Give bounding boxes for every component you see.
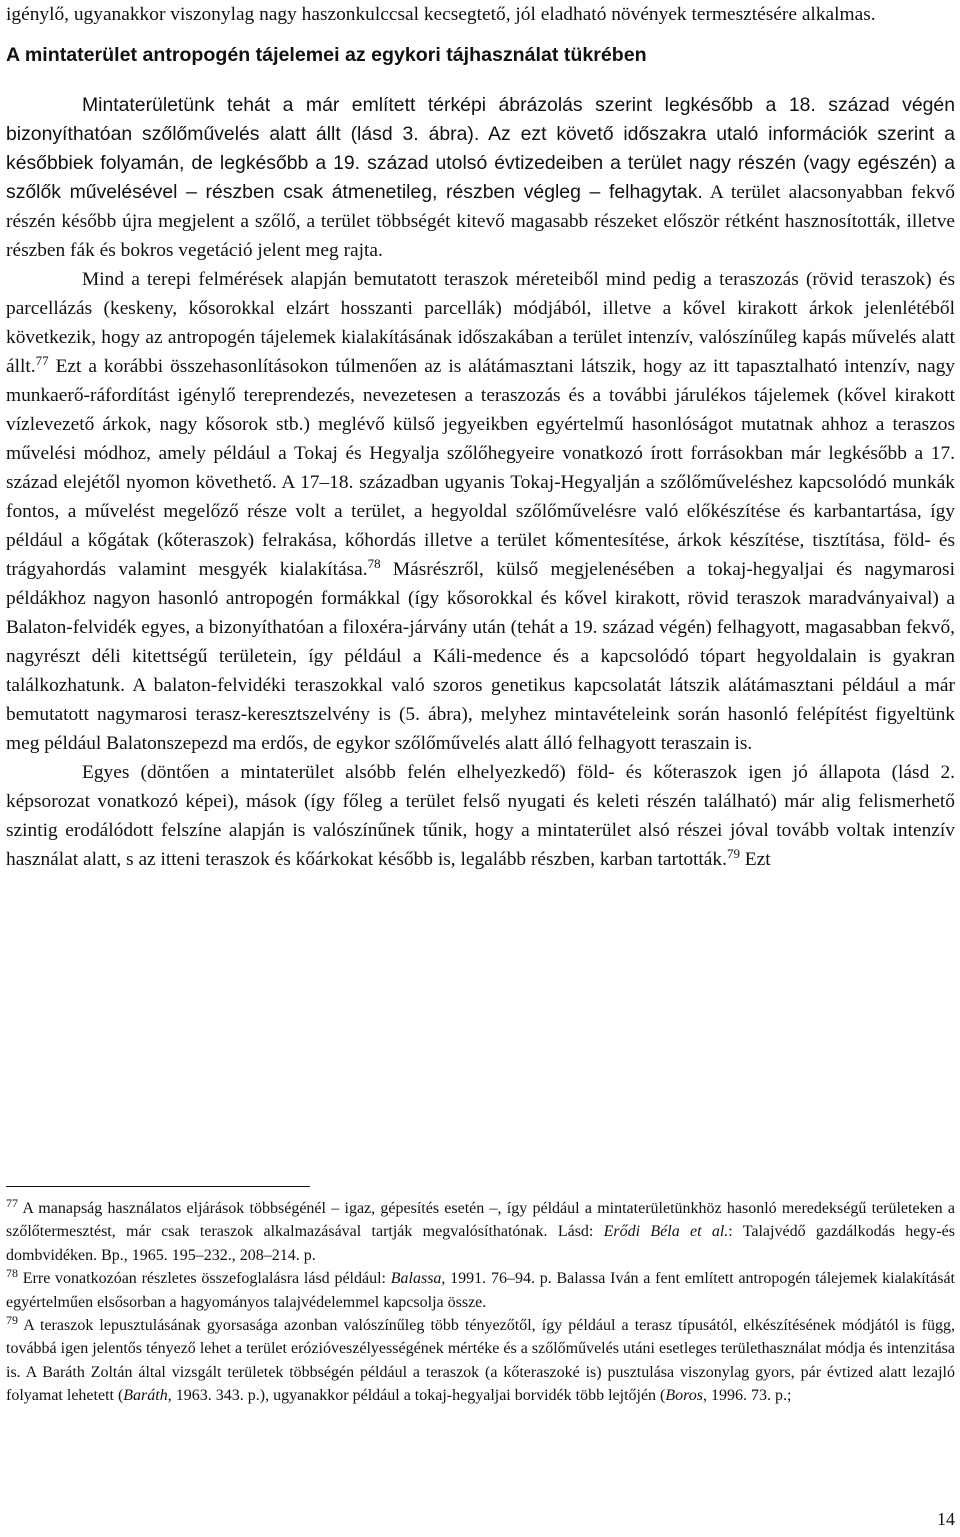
footnote-author: Baráth [123, 1387, 168, 1405]
paragraph-2-text-a: Mind a terepi felmérések alapján bemutatott teraszok méreteiből mind pedig a teraszozás (rövid teraszok) és parcellázás (keskeny, kősorokkal elzárt hosszanti parcellák) módjából, illetve a kővel kirakott árkok jelenlétéből következik, hogy az antropogén tájelemek kialakításának időszakában a terület intenzív, valószínűleg kapás művelés alatt állt. [6, 269, 955, 377]
paragraph-3 [6, 758, 955, 874]
paragraph-text: igénylő, ugyanakkor viszonylag nagy haszonkulccsal kecsegtető, jól eladható növények termesztésére alkalmas. [6, 4, 876, 25]
section-heading: A mintaterület antropogén tájelemei az egykori tájhasználat tükrében [6, 44, 647, 66]
footnote-number: 79 [6, 1313, 18, 1328]
page-number: 14 [937, 1509, 955, 1529]
footnote-79 [6, 1314, 955, 1408]
paragraph-3-text-b: Ezt [739, 849, 771, 870]
paragraph-2-text-b: Ezt a korábbi összehasonlításokon túlmenően az is alátámasztani látszik, hogy az itt tapasztalható intenzív, nagy munkaerő-ráfordítást igénylő tereprendezés, nevezetesen a teraszozás és a további járulékos tájelemek (kővel kirakott vízlevezető árkok, nagy kősorok stb.) meglévő külső jegyeikben egyértelmű hasonlóságot mutatnak ahhoz a teraszos művelési módhoz, amely például a Tokaj és Hegyalja szőlőhegyeire vonatkozó írott forrásokban már legkésőbb a 17. század elejétől nyomon követhető. A 17–18. században ugyanis Tokaj-Hegyalján a szőlőműveléshez kapcsolódó munkák fontos, a művelést megelőző része volt a terület, a hegyoldal szőlőművelésre való előkészítése és karbantartása, így például a kőgátak (kőteraszok) felrakása, kőhordás illetve a terület kőmentesítése, árkok készítése, tisztítása, föld- és trágyahordás valamint mesgyék kialakítása. [6, 356, 955, 580]
footnote-ref-78[interactable]: 78 [367, 556, 381, 571]
footnote-ref-79[interactable]: 79 [726, 846, 740, 861]
footnote-ref-77[interactable]: 77 [35, 353, 49, 368]
paragraph-3-text-a: Egyes (döntően a mintaterület alsóbb felén elhelyezkedő) föld- és kőteraszok igen jó állapota (lásd 2. képsorozat vonatkozó képei), mások (így főleg a terület felső nyugati és keleti részén található) már alig felismerhető szintig erodálódott felszíne alapján is valószínűnek tűnik, hogy a mintaterület alsó részei jóval tovább voltak intenzív használat alatt, s az itteni teraszok és kőárkokat később is, legalább részben, karban tartották. [6, 762, 955, 870]
footnote-author: Balassa [390, 1270, 442, 1288]
paragraph-1-sentence-2: Az ezt követő időszakra utaló információk szerint a későbbiek folyamán, de legkésőbb a 19. [6, 123, 955, 174]
footnote-text: , 1996. 73. p.; [703, 1387, 792, 1405]
footnote-author: Boros [665, 1387, 704, 1405]
paragraph-2 [6, 265, 955, 758]
footnote-text: A teraszok lepusztulásának gyorsasága azonban valószínűleg több tényezőtől, így például a terasz típusától, elkészítésének módjától is függ, továbbá igen jelentős tényező lehet a terület erózióveszélyességének mértéke és a szőlőművelés utáni esetleges területhasználat módja és intenzitása is. A Baráth Zoltán által vizsgált területek többségén például a teraszok (a kőteraszoké is) pusztulása viszonylag gyors, pár évtized alatt lezajló folyamat lehetett ( [6, 1317, 955, 1405]
footnote-text: , 1991. 76–94. p. Balassa Iván a fent említett antropogén tálejemek kialakítását egyértelműen elsősorban a hagyományos talajvédelemmel kapcsolja össze. [6, 1270, 955, 1311]
footnotes [6, 1197, 955, 1408]
paragraph-1-sentence-4: A terület alacsonyabban fekvő részén később újra megjelent a szőlő, a terület többségét kitevő magasabb részeket először rétként hasznosították, illetve részben fák és bokros vegetáció jelent meg rajta. [6, 182, 955, 261]
footnote-author: Erődi Béla et al. [603, 1223, 729, 1241]
footnote-77 [6, 1197, 955, 1267]
footnote-number: 77 [6, 1196, 18, 1210]
footnote-text: , 1963. 343. p.), ugyanakkor például a tokaj-hegyaljai borvidék több lejtőjén ( [167, 1387, 666, 1405]
paragraph-2-text-c: Másrészről, külső megjelenésében a tokaj-hegyaljai és nagymarosi példákhoz nagyon hasonló antropogén formákkal (így kősorokkal és kővel kirakott, rövid teraszok maradványaival) a Balaton-felvidék egyes, a bizonyíthatóan a filoxéra-járvány után (tehát a 19. század végén) felhagyott, magasabban fekvő, nagyrészt déli kitettségű területein, így például a Káli-medence és a kapcsolódó tópart hegyoldalain is gyakran találkozhatunk. A balaton-felvidéki teraszokkal való szoros genetikus kapcsolatát látszik alátámasztani például a már bemutatott nagymarosi terasz-keresztszelvény is (5. ábra), melyhez mintavételeink során hasonló felépítést figyeltünk meg például Balatonszepezd ma erdős, de egykor szőlőművelés alatt álló felhagyott teraszain is. [6, 559, 955, 754]
footnote-78 [6, 1267, 955, 1314]
document-page [6, 0, 955, 1529]
paragraph-1-sentence-3: század utolsó évtizedeiben a terület nagy részén (vagy egészén) a szőlők művelésével – részben csak átmenetileg, részben végleg – felhagytak. [6, 152, 955, 203]
footnote-text: Erre vonatkozóan részletes összefoglalásra lásd például: [18, 1270, 391, 1288]
continued-paragraph [6, 0, 955, 29]
paragraph-1-sentence-1: Mintaterületünk tehát a már említett térképi ábrázolás szerint legkésőbb a 18. század végén bizonyíthatóan szőlőművelés alatt állt (lásd 3. ábra). [6, 94, 955, 145]
footnote-text: A manapság használatos eljárások többségénél – igaz, gépesítés esetén –, így például a mintaterületünkhöz hasonló meredekségű területeken a szőlőtermesztést, már csak teraszok alkalmazásával tartják megvalósíthatónak. Lásd: [6, 1200, 955, 1241]
footnote-text: : Talajvédő gazdálkodás hegy-és dombvidéken. Bp., 1965. 195–232., 208–214. p. [6, 1223, 955, 1264]
footnote-number: 78 [6, 1266, 18, 1281]
paragraph-1 [6, 91, 955, 265]
footnote-separator [6, 1186, 310, 1187]
